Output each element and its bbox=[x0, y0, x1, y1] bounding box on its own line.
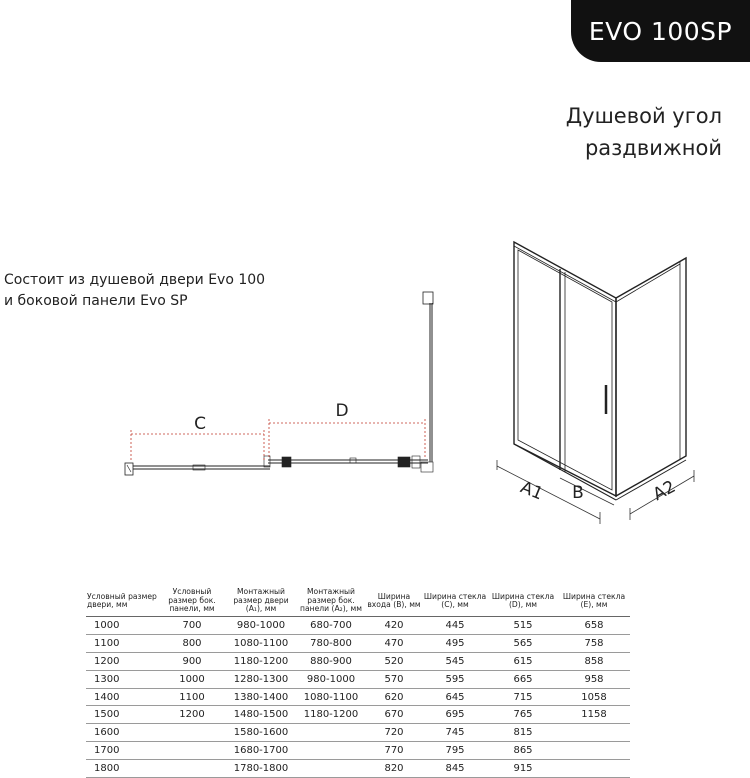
table-cell: 565 bbox=[488, 634, 558, 652]
dimension-label-a2: A2 bbox=[649, 476, 680, 505]
table-cell: 1080-1100 bbox=[296, 688, 366, 706]
table-cell: 758 bbox=[558, 634, 630, 652]
table-cell: 1800 bbox=[86, 760, 158, 778]
table-cell bbox=[558, 742, 630, 760]
table-cell: 915 bbox=[488, 760, 558, 778]
table-cell: 1300 bbox=[86, 670, 158, 688]
column-header: Условный размер бок. панели, мм bbox=[158, 586, 226, 617]
table-header-row bbox=[86, 586, 630, 617]
table-cell: 620 bbox=[366, 688, 422, 706]
composition-line-1: Состоит из душевой двери Evo 100 bbox=[4, 272, 266, 288]
table-cell: 665 bbox=[488, 670, 558, 688]
table-cell: 1000 bbox=[86, 617, 158, 635]
composition-line-2: и боковой панели Evo SP bbox=[4, 293, 188, 309]
table-cell: 1080-1100 bbox=[226, 634, 296, 652]
table-cell: 880-900 bbox=[296, 652, 366, 670]
table-cell: 1680-1700 bbox=[226, 742, 296, 760]
column-header: Ширина стекла (D), мм bbox=[488, 586, 558, 617]
table-cell: 1580-1600 bbox=[226, 724, 296, 742]
table-row bbox=[86, 670, 630, 688]
table-cell: 765 bbox=[488, 706, 558, 724]
column-header: Ширина стекла (E), мм bbox=[558, 586, 630, 617]
table-cell: 1200 bbox=[158, 706, 226, 724]
table-cell: 858 bbox=[558, 652, 630, 670]
table-cell: 700 bbox=[158, 617, 226, 635]
column-header: Монтажный размер бок. панели (A₂), мм bbox=[296, 586, 366, 617]
table-cell: 795 bbox=[422, 742, 488, 760]
plan-view-drawing bbox=[125, 292, 433, 475]
table-cell: 615 bbox=[488, 652, 558, 670]
table-cell: 495 bbox=[422, 634, 488, 652]
dimension-label-c: C bbox=[194, 414, 206, 434]
table-cell: 1180-1200 bbox=[226, 652, 296, 670]
dimension-lines-plan bbox=[131, 419, 425, 462]
dimension-label-d: D bbox=[335, 401, 349, 421]
column-header: Ширина стекла (C), мм bbox=[422, 586, 488, 617]
title-line-1: Душевой угол bbox=[565, 104, 722, 128]
table-row bbox=[86, 688, 630, 706]
table-row bbox=[86, 742, 630, 760]
table-cell: 1780-1800 bbox=[226, 760, 296, 778]
table-cell: 1500 bbox=[86, 706, 158, 724]
table-cell: 980-1000 bbox=[226, 617, 296, 635]
table-cell: 780-800 bbox=[296, 634, 366, 652]
table-cell: 958 bbox=[558, 670, 630, 688]
dimension-label-b: B bbox=[572, 483, 584, 503]
table-cell: 470 bbox=[366, 634, 422, 652]
column-header: Монтажный размер двери (A₁), мм bbox=[226, 586, 296, 617]
model-name: EVO 100SP bbox=[588, 16, 733, 46]
table-cell: 680-700 bbox=[296, 617, 366, 635]
table-cell bbox=[158, 724, 226, 742]
table-cell: 1158 bbox=[558, 706, 630, 724]
table-cell: 900 bbox=[158, 652, 226, 670]
perspective-view-drawing bbox=[514, 242, 686, 500]
table-row bbox=[86, 724, 630, 742]
table-cell: 980-1000 bbox=[296, 670, 366, 688]
table-row bbox=[86, 706, 630, 724]
table-cell: 670 bbox=[366, 706, 422, 724]
table-cell: 745 bbox=[422, 724, 488, 742]
table-row bbox=[86, 652, 630, 670]
table-cell: 595 bbox=[422, 670, 488, 688]
column-header: Ширина входа (B), мм bbox=[366, 586, 422, 617]
table-cell: 695 bbox=[422, 706, 488, 724]
table-cell: 1000 bbox=[158, 670, 226, 688]
table-cell: 645 bbox=[422, 688, 488, 706]
table-cell: 865 bbox=[488, 742, 558, 760]
table-row bbox=[86, 617, 630, 635]
dimensions-table bbox=[86, 586, 630, 778]
table-cell: 1280-1300 bbox=[226, 670, 296, 688]
table-cell: 820 bbox=[366, 760, 422, 778]
table-cell: 1100 bbox=[86, 634, 158, 652]
table-cell: 1700 bbox=[86, 742, 158, 760]
table-cell: 520 bbox=[366, 652, 422, 670]
table-cell: 800 bbox=[158, 634, 226, 652]
table-cell: 715 bbox=[488, 688, 558, 706]
table-cell: 1480-1500 bbox=[226, 706, 296, 724]
table-cell: 1100 bbox=[158, 688, 226, 706]
table-cell: 770 bbox=[366, 742, 422, 760]
table-cell: 1380-1400 bbox=[226, 688, 296, 706]
table-cell bbox=[558, 724, 630, 742]
table-cell bbox=[158, 742, 226, 760]
table-cell: 845 bbox=[422, 760, 488, 778]
table-cell: 658 bbox=[558, 617, 630, 635]
table-body bbox=[86, 617, 630, 778]
table-cell: 515 bbox=[488, 617, 558, 635]
dimension-label-a1: A1 bbox=[517, 477, 546, 505]
table-cell: 815 bbox=[488, 724, 558, 742]
table-cell: 545 bbox=[422, 652, 488, 670]
table-cell: 420 bbox=[366, 617, 422, 635]
table-cell: 445 bbox=[422, 617, 488, 635]
table-cell: 570 bbox=[366, 670, 422, 688]
table-cell bbox=[296, 742, 366, 760]
table-cell: 1400 bbox=[86, 688, 158, 706]
table-cell: 1200 bbox=[86, 652, 158, 670]
table-cell bbox=[296, 724, 366, 742]
table-cell: 1180-1200 bbox=[296, 706, 366, 724]
table-cell: 1600 bbox=[86, 724, 158, 742]
title-line-2: раздвижной bbox=[584, 136, 722, 160]
column-header: Условный размер двери, мм bbox=[86, 586, 158, 617]
table-cell: 720 bbox=[366, 724, 422, 742]
table-row bbox=[86, 634, 630, 652]
table-cell: 1058 bbox=[558, 688, 630, 706]
